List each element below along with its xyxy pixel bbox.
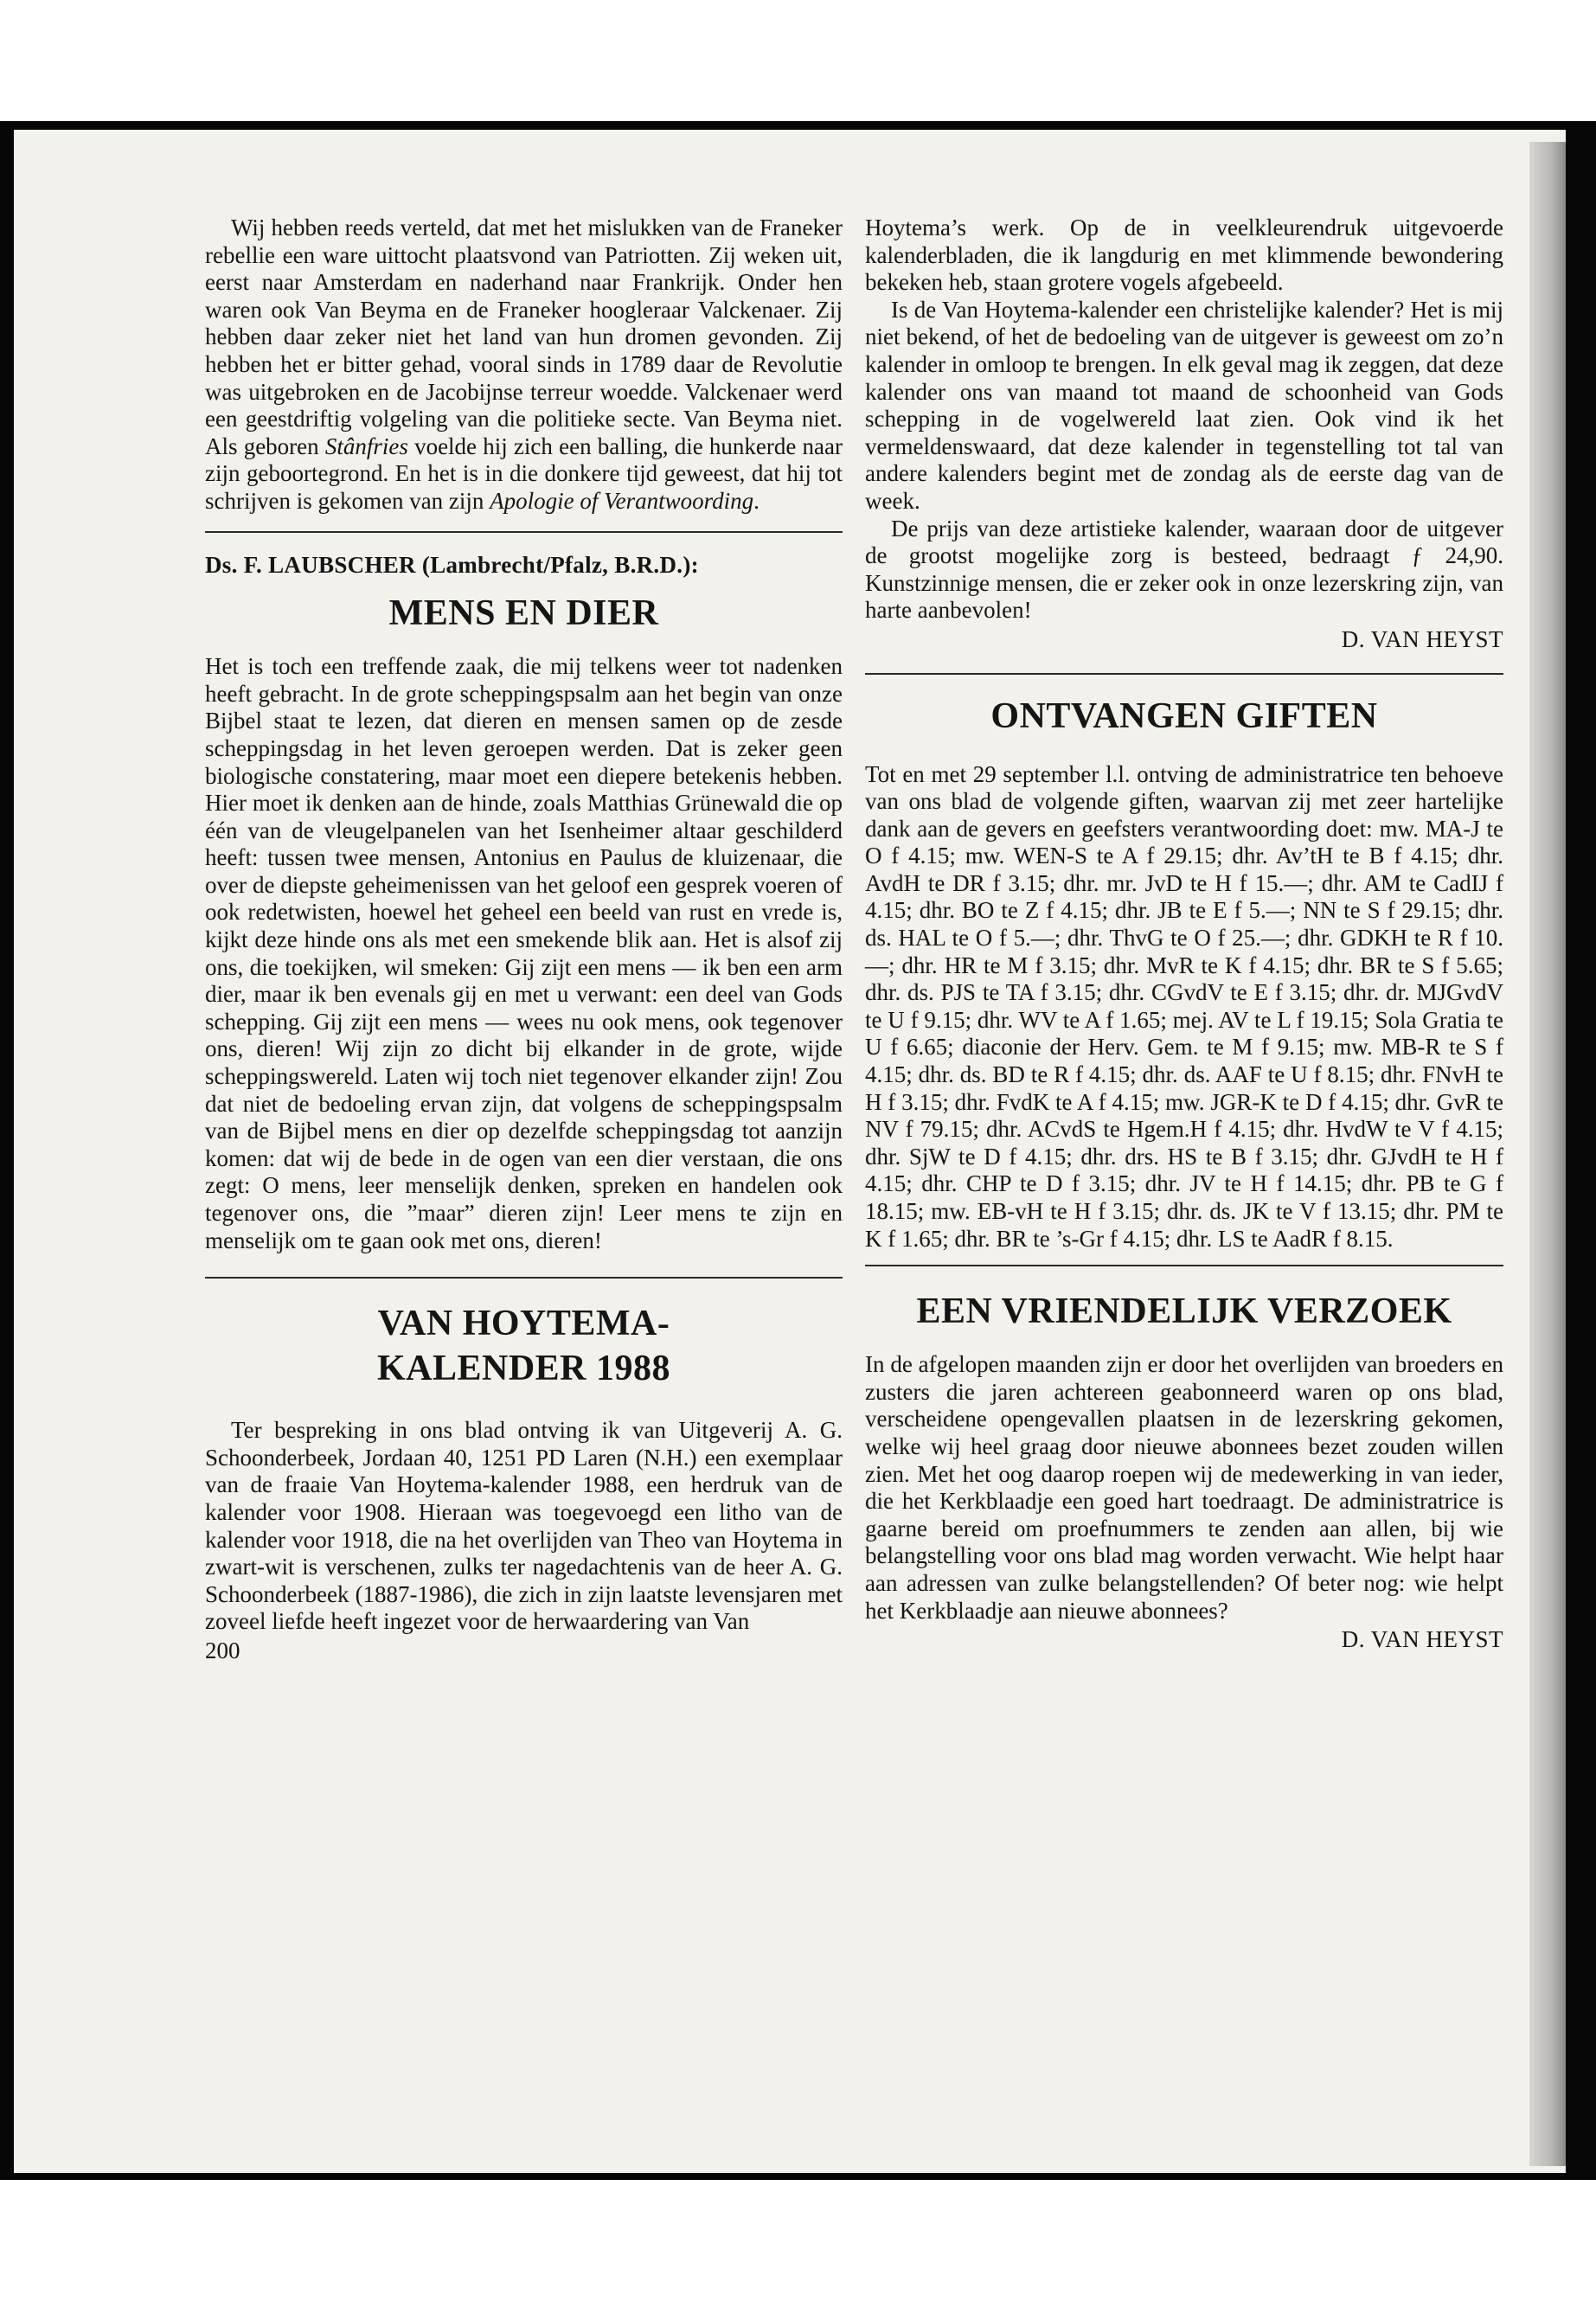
hoytema-continued: Hoytema’s werk. Op de in veelkleurendruk uitgevoerde kalenderbladen, die ik langdurig en met klimmende bewondering bekeken heb, staan grotere vogels afgebeeld.: [865, 215, 1503, 296]
magazine-page: [14, 130, 1566, 2173]
title-line-1: VAN HOYTEMA-: [377, 1304, 670, 1344]
left-column: [205, 215, 843, 1665]
article-title-ontvangen-giften: ONTVANGEN GIFTEN: [990, 695, 1378, 736]
section-divider: [205, 531, 843, 533]
binding-edge: [1529, 142, 1566, 2166]
verzoek-body: In de afgelopen maanden zijn er door het overlijden van broeders en zusters die jaren achtereen geabonneerd waren op ons blad, verscheidene opengevallen plaatsen in de lezerskring gekomen, welke wij heel graag door nieuwe abonnees bezet zouden willen zien. Met het oog daarop roepen wij de medewerking in van ieder, die het Kerkblaadje een goed hart toedraagt. De administratrice is gaarne bereid om proefnummers te zenden aan allen, bij wie belangstelling voor ons blad mag worden verwacht. Wie helpt haar aan adressen van zulke belangstellenden? Of beter nog: wie helpt het Kerkblaadje aan nieuwe abonnees?: [865, 1351, 1503, 1624]
page-number: 200: [205, 1637, 240, 1663]
article-title-van-hoytema: [205, 1301, 843, 1391]
section-divider: [865, 1265, 1503, 1266]
scan-frame: [0, 121, 1596, 2180]
section-divider: [205, 1277, 843, 1279]
hoytema-body: Ter bespreking in ons blad ontving ik van Uitgeverij A. G. Schoonderbeek, Jordaan 40, 1251 PD Laren (N.H.) een exemplaar van de fraaie Van Hoytema-kalender 1988, een herdruk van de kalender voor 1908. Hieraan was toegevoegd een litho van de kalender voor 1918, die na het overlijden van Theo van Hoytema in zwart-wit is verschenen, zulks ter nagedachtenis van de heer A. G. Schoonderbeek (1887-1986), die zich in zijn laatste levensjaren met zoveel liefde heeft ingezet voor de herwaardering van Van: [205, 1417, 843, 1635]
title-line-2: KALENDER 1988: [376, 1349, 671, 1389]
author-signature: D. VAN HEYST: [1341, 625, 1503, 652]
author-signature: D. VAN HEYST: [1341, 1626, 1503, 1653]
article-byline: Ds. F. LAUBSCHER (Lambrecht/Pfalz, B.R.D.):: [205, 551, 699, 578]
hoytema-paragraph-2: Is de Van Hoytema-kalender een christelijke kalender? Het is mij niet bekend, of het de bedoeling van de uitgever is geweest om zo’n kalender in omloop te brengen. In elk geval mag ik zeggen, dat deze kalender ons van maand tot maand de schoonheid van Gods schepping in de vogelwereld laat zien. Ook vind ik het vermeldenswaard, dat deze kalender in tegenstelling tot tal van andere kalenders begint met de zondag als de eerste dag van de week.: [865, 296, 1503, 514]
right-column: [865, 215, 1503, 1654]
giften-body: Tot en met 29 september l.l. ontving de administratrice ten behoeve van ons blad de volgende giften, waarvan zij met zeer hartelijke dank aan de gevers en geefsters verantwoording doet: mw. MA-J te O f 4.15; mw. WEN-S te A f 29.15; dhr. Av’tH te B f 4.15; dhr. AvdH te DR f 3.15; dhr. mr. JvD te H f 15.—; dhr. AM te CadIJ f 4.15; dhr. BO te Z f 4.15; dhr. JB te E f 5.—; NN te S f 29.15; dhr. ds. HAL te O f 5.—; dhr. ThvG te O f 25.—; dhr. GDKH te R f 10.—; dhr. HR te M f 3.15; dhr. MvR te K f 4.15; dhr. BR te S f 5.65; dhr. ds. PJS te TA f 3.15; dhr. CGvdV te E f 3.15; dhr. dr. MJGvdV te U f 9.15; dhr. WV te A f 1.65; mej. AV te L f 19.15; Sola Gratia te U f 6.65; diaconie der Herv. Gem. te M f 9.15; mw. MB-R te S f 4.15; dhr. ds. BD te R f 4.15; dhr. ds. AAF te U f 8.15; dhr. FNvH te H f 3.15; dhr. FvdK te A f 4.15; mw. JGR-K te D f 4.15; dhr. GvR te NV f 79.15; dhr. ACvdS te Hgem.H f 4.15; dhr. HvdW te V f 4.15; dhr. SjW te D f 4.15; dhr. drs. HS te B f 3.15; dhr. GJvdH te H f 4.15; dhr. CHP te D f 3.15; dhr. JV te H f 14.15; dhr. PB te G f 18.15; mw. EB-vH te H f 3.15; dhr. ds. JK te V f 13.15; dhr. PM te K f 1.65; dhr. BR te ’s-Gr f 4.15; dhr. LS te AadR f 8.15.: [865, 760, 1503, 1252]
article-title-mens-en-dier: MENS EN DIER: [388, 593, 659, 634]
mens-en-dier-body: Het is toch een treffende zaak, die mij telkens weer tot nadenken heeft gebracht. In de grote scheppingspsalm aan het begin van onze Bijbel staat te lezen, dat dieren en mensen samen op de zesde scheppingsdag in het leven geroepen werden. Dat is zeker geen biologische constatering, maar moet een diepere betekenis hebben. Hier moet ik denken aan de hinde, zoals Matthias Grünewald die op één van de vleugelpanelen van het Isenheimer altaar geschilderd heeft: tussen twee mensen, Antonius en Paulus de kluizenaar, die over de diepste geheimenissen van het geloof een gesprek voeren of ook redetwisten, hoewel het geheel een beeld van rust en vrede is, kijkt deze hinde ons als met een smekende blik aan. Het is alsof zij ons, die toekijken, wil smeken: Gij zijt een mens — ik ben een arm dier, maar ik ben evenals gij en met u verwant: een deel van Gods schepping. Gij zijt een mens — wees nu ook mens, ook tegenover ons, dieren! Wij zijn zo dicht bij elkander in de grote, wijde scheppingswereld. Laten wij toch niet tegenover elkander zijn! Zou dat niet de bedoeling ervan zijn, dat volgens de scheppingspsalm van de Bijbel mens en dier op dezelfde scheppingsdag tot aanzijn komen: dat wij de bede in de ogen van een dier verstaan, die ons zegt: O mens, leer menselijk denken, spreken en handelen ook tegenover ons, die ”maar” dieren zijn! Leer mens te zijn en menselijk om te gaan ook met ons, dieren!: [205, 653, 843, 1253]
article-title-vriendelijk-verzoek: EEN VRIENDELIJK VERZOEK: [916, 1292, 1452, 1332]
hoytema-paragraph-3: De prijs van deze artistieke kalender, waaraan door de uitgever de grootst mogelijke zorg is besteed, bedraagt ƒ 24,90. Kunstzinnige mensen, die er zeker ook in onze lezerskring zijn, van harte aanbevolen!: [865, 515, 1503, 624]
section-divider: [865, 673, 1503, 675]
intro-paragraph: Wij hebben reeds verteld, dat met het mislukken van de Franeker rebellie een ware uittocht plaatsvond van Patriotten. Zij weken uit, eerst naar Amsterdam en naderhand naar Frankrijk. Onder hen waren ook Van Beyma en de Franeker hoogleraar Valckenaer. Zij hebben daar zeker niet het land van hun dromen gevonden. Zij hebben het er bitter gehad, vooral sinds in 1789 daar de Revolutie was uitgebroken en de Jacobijnse terreur woedde. Valckenaer werd een geestdriftig volgeling van die politieke secte. Van Beyma niet. Als geboren Stânfries voelde hij zich een balling, die hunkerde naar zijn geboortegrond. En het is in die donkere tijd geweest, dat hij tot schrijven is gekomen van zijn Apologie of Verantwoording.: [205, 215, 843, 514]
